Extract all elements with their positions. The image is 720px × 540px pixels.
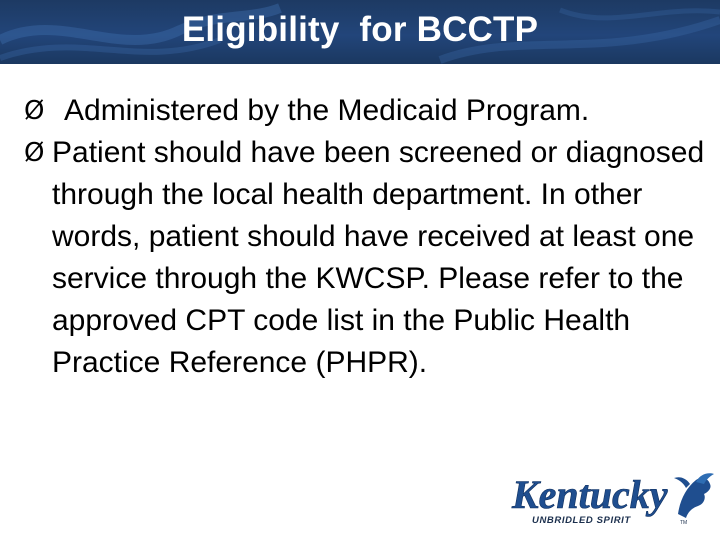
logo-wordmark: Kentucky [512,472,668,517]
bullet-item [24,90,714,132]
bullet-text: Patient should have been screened or diagnosed through the local health department. In other words, patient should have received at least one service through the KWCSP. Please refer to the approved CPT code list in the Public Health Practice Reference (PHPR). [52,136,705,379]
slide-title: Eligibility for BCCTP [181,10,539,49]
arrow-bullet-icon: Ø [24,96,45,126]
bullet-text: Administered by the Medicaid Program. [64,94,590,127]
kentucky-logo [510,470,715,532]
bullet-item [24,132,714,384]
horse-head-icon [674,473,714,518]
arrow-bullet-icon: Ø [24,138,45,168]
logo-trademark: TM [680,520,688,526]
logo-tagline: UNBRIDLED SPIRIT [532,515,631,526]
title-bar [0,0,720,64]
bullet-list [24,90,714,384]
